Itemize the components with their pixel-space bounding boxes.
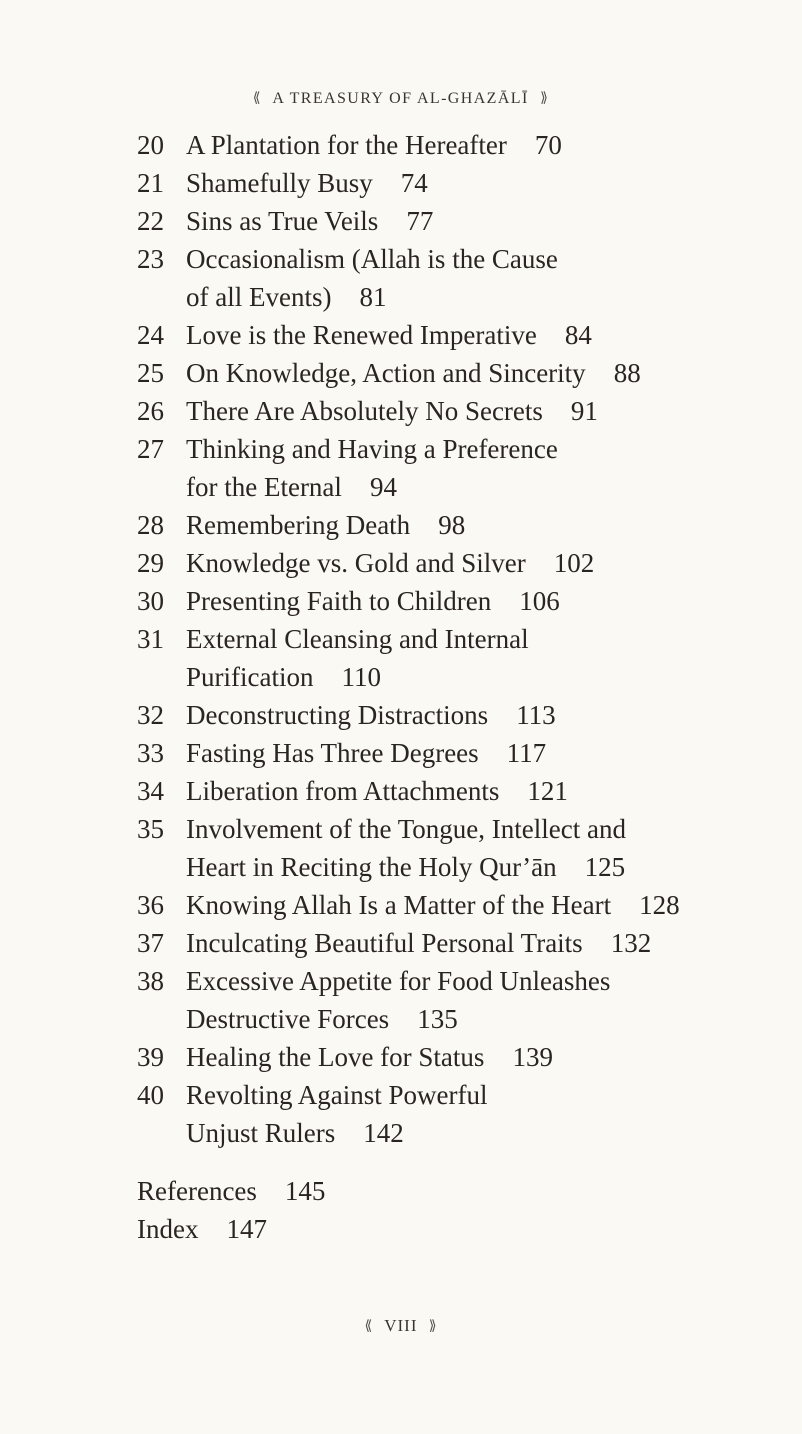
title-text: Excessive Appetite for Food Unleashes — [186, 966, 611, 996]
page-number: 117 — [506, 738, 547, 768]
title-line — [186, 810, 777, 848]
chapter-number: 27 — [137, 434, 164, 464]
page-number: 70 — [534, 130, 562, 160]
toc-entry — [137, 126, 777, 164]
chapter-title — [186, 696, 777, 734]
chapter-title — [186, 126, 777, 164]
title-text: Shamefully Busy — [186, 168, 373, 198]
toc-entry — [137, 924, 777, 962]
back-matter-entry — [137, 1172, 325, 1210]
title-text: Purification — [186, 662, 314, 692]
page-number: 88 — [613, 358, 641, 388]
page-number: 139 — [512, 1042, 553, 1072]
title-text: External Cleansing and Internal — [186, 624, 529, 654]
back-matter — [137, 1172, 325, 1248]
title-line — [186, 202, 777, 240]
toc-entry — [137, 354, 777, 392]
title-line — [186, 544, 777, 582]
title-text: Deconstructing Distractions — [186, 700, 489, 730]
title-line — [186, 1000, 777, 1038]
ornament-right-icon: ⟫ — [428, 1319, 438, 1334]
title-text: Revolting Against Powerful — [186, 1080, 488, 1110]
title-line — [186, 278, 777, 316]
title-text: Knowledge vs. Gold and Silver — [186, 548, 526, 578]
title-text: for the Eternal — [186, 472, 342, 502]
page-number: 98 — [438, 510, 466, 540]
title-line — [186, 658, 777, 696]
chapter-number: 38 — [137, 966, 164, 996]
toc-entry — [137, 886, 777, 924]
title-line — [186, 506, 777, 544]
title-text: of all Events) — [186, 282, 332, 312]
toc-entry — [137, 392, 777, 430]
chapter-title — [186, 430, 777, 506]
title-line — [186, 392, 777, 430]
chapter-title — [186, 316, 777, 354]
title-line — [186, 240, 777, 278]
page-number: 74 — [400, 168, 428, 198]
title-text: Heart in Reciting the Holy Qur’ān — [186, 852, 557, 882]
title-line — [186, 354, 777, 392]
chapter-number: 24 — [137, 320, 164, 350]
chapter-number: 34 — [137, 776, 164, 806]
toc-entry — [137, 316, 777, 354]
ornament-left-icon: ⟪ — [364, 1319, 374, 1334]
title-text: Occasionalism (Allah is the Cause — [186, 244, 558, 274]
page-number: 147 — [226, 1214, 267, 1244]
toc-entry — [137, 544, 777, 582]
page-number: 94 — [369, 472, 397, 502]
chapter-title — [186, 164, 777, 202]
chapter-number: 29 — [137, 548, 164, 578]
toc-entry — [137, 1038, 777, 1076]
chapter-number: 25 — [137, 358, 164, 388]
toc-entry — [137, 810, 777, 886]
title-text: On Knowledge, Action and Sincerity — [186, 358, 586, 388]
chapter-title — [186, 582, 777, 620]
chapter-number: 32 — [137, 700, 164, 730]
chapter-title — [186, 354, 777, 392]
page-number: 132 — [610, 928, 652, 958]
chapter-number: 33 — [137, 738, 164, 768]
page-number: 102 — [553, 548, 595, 578]
ornament-left-icon: ⟪ — [252, 91, 262, 106]
title-line — [186, 1114, 777, 1152]
title-line — [186, 126, 777, 164]
title-text: There Are Absolutely No Secrets — [186, 396, 543, 426]
page-number: 91 — [570, 396, 598, 426]
title-line — [186, 772, 777, 810]
toc-entry — [137, 240, 777, 316]
page-number: 128 — [639, 890, 680, 920]
page-number: 110 — [341, 662, 381, 692]
chapter-number: 36 — [137, 890, 164, 920]
chapter-number: 35 — [137, 814, 164, 844]
title-text: Remembering Death — [186, 510, 411, 540]
page-number: 121 — [527, 776, 568, 806]
title-text: Unjust Rulers — [186, 1118, 336, 1148]
chapter-number: 28 — [137, 510, 164, 540]
title-line — [186, 1076, 777, 1114]
page-number: 84 — [564, 320, 592, 350]
chapter-title — [186, 506, 777, 544]
chapter-title — [186, 810, 777, 886]
chapter-title — [186, 734, 777, 772]
chapter-title — [186, 962, 777, 1038]
toc-entry — [137, 1076, 777, 1152]
title-line — [186, 316, 777, 354]
title-text: Knowing Allah Is a Matter of the Heart — [186, 890, 612, 920]
chapter-title — [186, 392, 777, 430]
toc-entry — [137, 164, 777, 202]
chapter-title — [186, 1038, 777, 1076]
title-text: Thinking and Having a Preference — [186, 434, 558, 464]
title-text: Inculcating Beautiful Personal Traits — [186, 928, 583, 958]
title-line — [186, 962, 777, 1000]
toc-entry — [137, 620, 777, 696]
chapter-title — [186, 240, 777, 316]
title-line — [186, 468, 777, 506]
toc-entry — [137, 582, 777, 620]
chapter-title — [186, 202, 777, 240]
folio-number: VIII — [384, 1316, 418, 1335]
title-text: Healing the Love for Status — [186, 1042, 485, 1072]
running-head — [0, 90, 802, 108]
title-text: Presenting Faith to Children — [186, 586, 492, 616]
chapter-number: 22 — [137, 206, 164, 236]
chapter-number: 21 — [137, 168, 164, 198]
back-matter-title: References — [137, 1176, 257, 1206]
title-line — [186, 886, 777, 924]
title-text: Liberation from Attachments — [186, 776, 500, 806]
chapter-number: 31 — [137, 624, 164, 654]
page-number: 77 — [406, 206, 434, 236]
title-line — [186, 582, 777, 620]
chapter-title — [186, 772, 777, 810]
chapter-title — [186, 1076, 777, 1152]
page-folio — [0, 1316, 802, 1336]
page-number: 142 — [363, 1118, 404, 1148]
chapter-title — [186, 544, 777, 582]
table-of-contents — [137, 126, 777, 1152]
chapter-title — [186, 620, 777, 696]
toc-entry — [137, 696, 777, 734]
chapter-number: 37 — [137, 928, 164, 958]
title-line — [186, 734, 777, 772]
title-text: Destructive Forces — [186, 1004, 390, 1034]
title-line — [186, 696, 777, 734]
page-number: 106 — [519, 586, 560, 616]
chapter-number: 20 — [137, 130, 164, 160]
chapter-title — [186, 886, 777, 924]
chapter-title — [186, 924, 777, 962]
title-line — [186, 924, 777, 962]
toc-entry — [137, 962, 777, 1038]
toc-entry — [137, 430, 777, 506]
toc-entry — [137, 506, 777, 544]
page-number: 125 — [584, 852, 626, 882]
title-text: A Plantation for the Hereafter — [186, 130, 507, 160]
chapter-number: 26 — [137, 396, 164, 426]
title-text: Love is the Renewed Imperative — [186, 320, 537, 350]
back-matter-entry — [137, 1210, 325, 1248]
back-matter-title: Index — [137, 1214, 199, 1244]
title-text: Involvement of the Tongue, Intellect and — [186, 814, 626, 844]
toc-entry — [137, 734, 777, 772]
title-line — [186, 620, 777, 658]
chapter-number: 39 — [137, 1042, 164, 1072]
toc-entry — [137, 772, 777, 810]
title-line — [186, 430, 777, 468]
page-number: 135 — [417, 1004, 458, 1034]
chapter-number: 40 — [137, 1080, 164, 1110]
chapter-number: 23 — [137, 244, 164, 274]
page-number: 145 — [284, 1176, 326, 1206]
chapter-number: 30 — [137, 586, 164, 616]
book-title: A TREASURY OF AL-GHAZĀLĪ — [272, 90, 529, 107]
page-number: 81 — [359, 282, 387, 312]
page-number: 113 — [516, 700, 556, 730]
title-line — [186, 164, 777, 202]
ornament-right-icon: ⟫ — [540, 91, 550, 106]
title-line — [186, 848, 777, 886]
title-text: Sins as True Veils — [186, 206, 379, 236]
toc-entry — [137, 202, 777, 240]
title-text: Fasting Has Three Degrees — [186, 738, 479, 768]
title-line — [186, 1038, 777, 1076]
